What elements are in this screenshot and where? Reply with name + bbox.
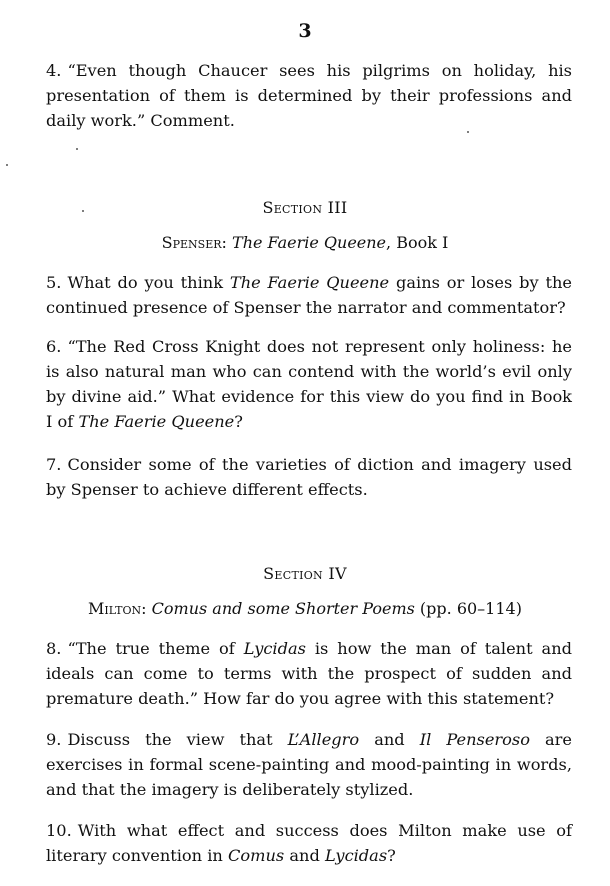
work-title: Comus and some Shorter Poems — [151, 599, 415, 618]
work-title: Lycidas — [324, 846, 388, 865]
speck — [76, 148, 78, 150]
question-8: 8. “The true theme of Lycidas is how the man of talent and ideals can come to terms with the prospect of sudden and premature death.” How far do you agree with this statement? — [46, 639, 572, 708]
section-3-heading: Section III — [262, 198, 348, 217]
work-title: The Faerie Queene — [229, 273, 390, 292]
work-title: Comus — [228, 846, 285, 865]
author-name: Spenser — [161, 233, 222, 252]
question-7 — [46, 452, 572, 502]
question-6: 6. “The Red Cross Knight does not represent only holiness: he is also natural man who can contend with the world’s evil only by divine aid.” What evidence for this view do you find in Book I of The Faerie Queene? — [46, 337, 572, 431]
work-title: The Faerie Queene — [232, 233, 387, 252]
question-number: 6. — [46, 337, 62, 356]
question-text: “Even though Chaucer sees his pilgrims on holiday, his presentation of them is determined by their professions and daily work.” Comment. — [46, 61, 572, 130]
page-number: 3 — [298, 20, 312, 42]
speck — [467, 131, 469, 133]
work-title: Il Penseroso — [419, 730, 530, 749]
question-number: 4. — [46, 61, 62, 80]
speck — [6, 164, 8, 166]
work-title: L’Allegro — [287, 730, 360, 749]
author-name: Milton — [88, 599, 142, 618]
question-5: 5. What do you think The Faerie Queene gains or loses by the continued presence of Spenser the narrator and commentator? — [46, 273, 572, 317]
question-9: 9. Discuss the view that L’Allegro and Il Penseroso are exercises in formal scene-painting and mood-painting in words, and that the imagery is deliberately stylized. — [46, 730, 572, 799]
section-4-subtitle: Milton: Comus and some Shorter Poems (pp. 60–114) — [88, 599, 522, 618]
section-3-subtitle: Spenser: The Faerie Queene, Book I — [161, 233, 449, 252]
question-number: 9. — [46, 730, 62, 749]
question-number: 7. — [46, 455, 62, 474]
work-title: The Faerie Queene — [78, 412, 235, 431]
question-number: 8. — [46, 639, 62, 658]
question-number: 5. — [46, 273, 62, 292]
question-10: 10. With what effect and success does Milton make use of literary convention in Comus and Lycidas? — [46, 821, 572, 865]
section-4-heading: Section IV — [263, 564, 347, 583]
speck — [82, 210, 84, 212]
question-4 — [46, 58, 572, 133]
work-title: Lycidas — [243, 639, 306, 658]
question-text: Consider some of the varieties of diction and imagery used by Spenser to achieve different effects. — [46, 455, 572, 499]
question-number: 10. — [46, 821, 72, 840]
